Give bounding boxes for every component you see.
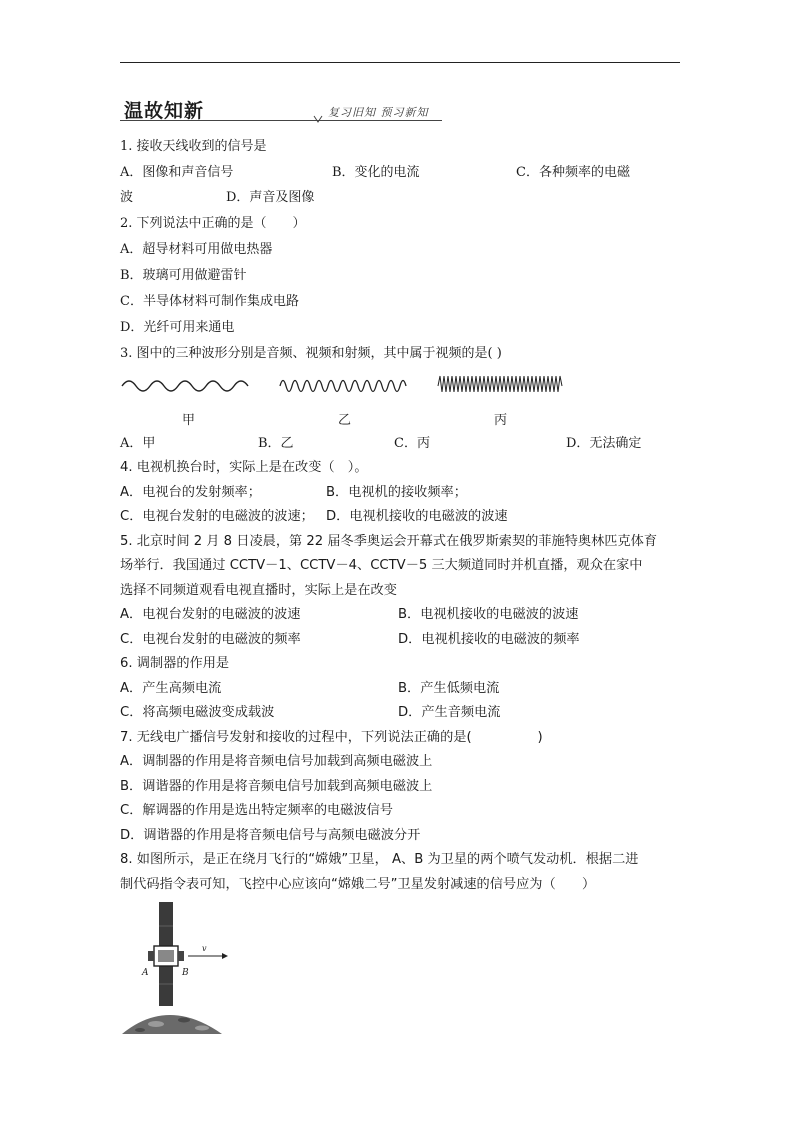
engine-b — [178, 951, 184, 961]
q1-option-c-cont: 波 — [120, 190, 134, 205]
q5-stem-line-2: 场举行．我国通过 CCTV－1、CCTV－4、CCTV－5 三大频道同时并机直播，观众在家中 — [120, 558, 643, 573]
q6-options-row-2 — [120, 704, 680, 722]
q1-options-row — [120, 164, 680, 182]
wave-jia — [122, 381, 248, 391]
waveform-figure — [120, 372, 580, 432]
q4-stem: 4. 电视机换台时，实际上是在改变（ ）。 — [120, 460, 368, 475]
q3-option-c: C．丙 — [394, 436, 430, 451]
q7-option-d: D．调谐器的作用是将音频电信号与高频电磁波分开 — [120, 828, 421, 843]
q2-option-c: C．半导体材料可制作集成电路 — [120, 294, 299, 309]
q5-option-b: B．电视机接收的电磁波的波速 — [398, 607, 579, 622]
q2-option-d: D．光纤可用来通电 — [120, 320, 235, 335]
q2-stem: 2. 下列说法中正确的是（ ） — [120, 216, 306, 231]
wave-yi — [280, 381, 406, 392]
section-title: 温故知新 — [124, 100, 205, 122]
q6-options-row — [120, 680, 680, 698]
q7-option-c: C．解调器的作用是选出特定频率的电磁波信号 — [120, 803, 393, 818]
q8-stem-line-2: 制代码指令表可知，飞控中心应该向“嫦娥二号”卫星发射减速的信号应为（ ） — [120, 877, 596, 892]
top-rule — [120, 62, 680, 63]
q1-stem: 1. 接收天线收到的信号是 — [120, 139, 267, 154]
q3-option-a: A．甲 — [120, 436, 156, 451]
chevron-down-icon — [313, 114, 323, 124]
q7-option-a: A．调制器的作用是将音频电信号加载到高频电磁波上 — [120, 754, 433, 769]
q1-options-row-2 — [120, 189, 680, 207]
q3-option-b: B．乙 — [258, 436, 294, 451]
q3-option-d: D．无法确定 — [566, 436, 642, 451]
wave-label-bing: 丙 — [494, 413, 508, 428]
q5-options-row-2 — [120, 631, 680, 649]
q6-option-a: A．产生高频电流 — [120, 681, 222, 696]
q6-stem: 6. 调制器的作用是 — [120, 656, 230, 671]
q1-option-b: B．变化的电流 — [332, 165, 420, 180]
q8-stem-line-1: 8. 如图所示，是正在绕月飞行的“嫦娥”卫星， A、B 为卫星的两个喷气发动机．根据二进 — [120, 852, 639, 867]
velocity-label: v — [202, 944, 207, 953]
q1-option-c: C．各种频率的电磁 — [516, 165, 630, 180]
q4-option-a: A．电视台的发射频率； — [120, 485, 261, 500]
q7-stem: 7. 无线电广播信号发射和接收的过程中，下列说法正确的是( ) — [120, 730, 543, 745]
q5-option-d: D．电视机接收的电磁波的频率 — [398, 632, 580, 647]
q4-option-d: D．电视机接收的电磁波的波速 — [326, 509, 508, 524]
q5-options-row — [120, 606, 680, 624]
wave-bing — [438, 376, 562, 392]
q1-option-d: D．声音及图像 — [226, 190, 315, 205]
q4-options-row-2 — [120, 508, 680, 526]
q1-option-a: A．图像和声音信号 — [120, 165, 234, 180]
q5-option-c: C．电视台发射的电磁波的频率 — [120, 632, 301, 647]
q2-option-a: A．超导材料可用做电热器 — [120, 242, 273, 257]
engine-a — [148, 951, 154, 961]
q7-option-b: B．调谐器的作用是将音频电信号加载到高频电磁波上 — [120, 779, 433, 794]
q4-option-c: C．电视台发射的电磁波的波速； — [120, 509, 314, 524]
section-subtitle: 复习旧知 预习新知 — [328, 106, 429, 119]
q4-option-b: B．电视机的接收频率； — [326, 485, 467, 500]
q6-option-d: D．产生音频电流 — [398, 705, 501, 720]
q4-options-row — [120, 484, 680, 502]
wave-label-jia: 甲 — [182, 413, 196, 428]
engine-b-label: B — [182, 968, 189, 978]
q5-stem-line-1: 5. 北京时间 2 月 8 日凌晨，第 22 届冬季奥运会开幕式在俄罗斯索契的菲施特奥林匹克体育 — [120, 534, 658, 549]
section-underline — [120, 120, 442, 121]
q5-stem-line-3: 选择不同频道观看电视直播时，实际上是在改变 — [120, 583, 397, 598]
section-header — [120, 94, 450, 124]
wave-label-yi: 乙 — [338, 413, 352, 428]
q5-option-a: A．电视台发射的电磁波的波速 — [120, 607, 301, 622]
q3-options-row — [120, 435, 680, 453]
engine-a-label: A — [142, 968, 149, 978]
q6-option-b: B．产生低频电流 — [398, 681, 500, 696]
q2-option-b: B．玻璃可用做避雷针 — [120, 268, 247, 283]
satellite-figure — [118, 896, 238, 1036]
q6-option-c: C．将高频电磁波变成载波 — [120, 705, 275, 720]
q3-stem: 3. 图中的三种波形分别是音频、视频和射频，其中属于视频的是( ) — [120, 346, 502, 361]
